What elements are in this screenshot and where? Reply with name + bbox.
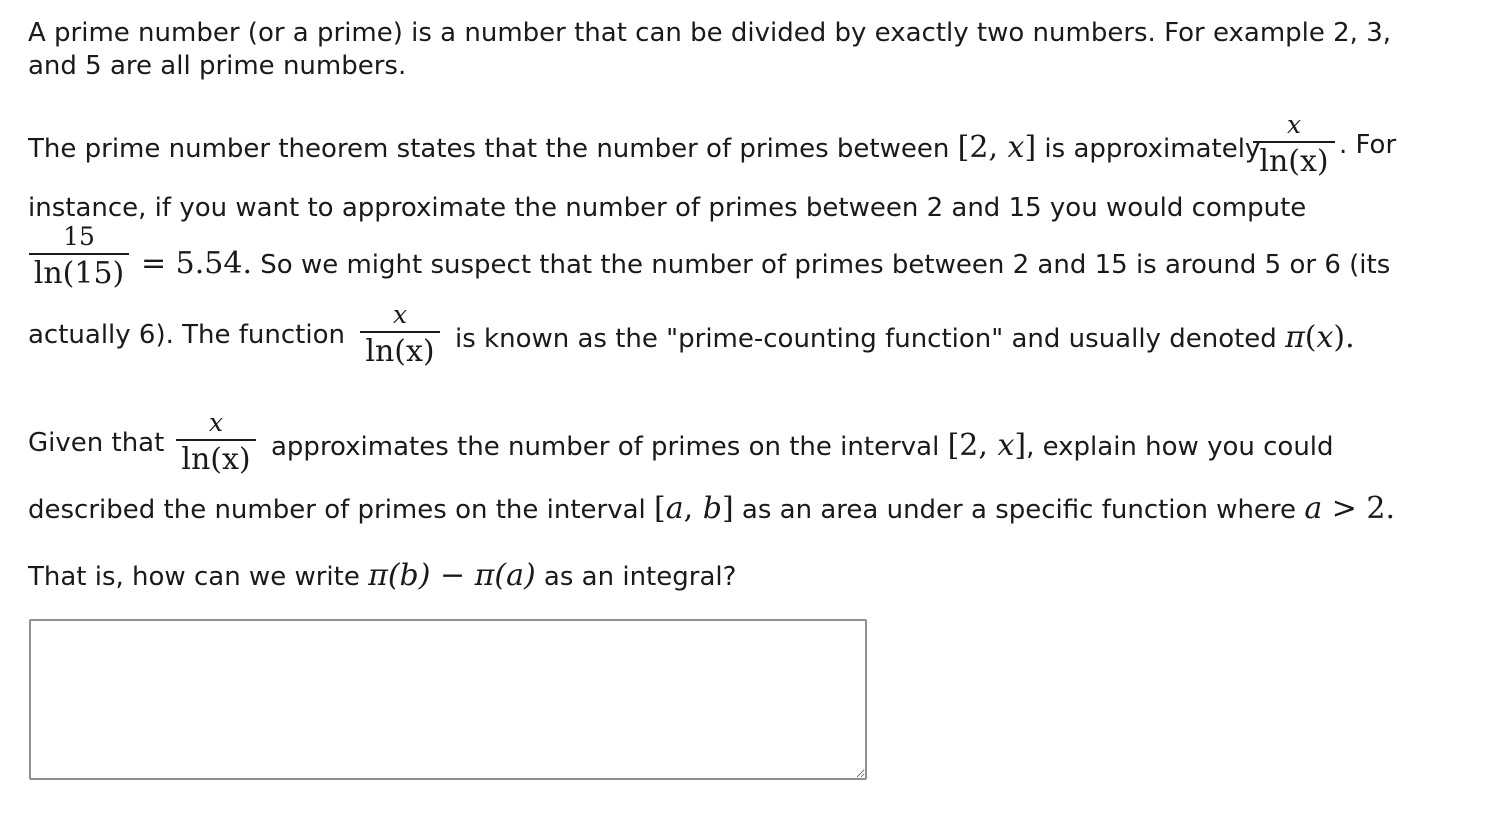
fraction-15-over-ln-15: 15 ln(15) xyxy=(29,222,129,290)
question-line-2 xyxy=(28,491,1395,526)
equals-value: = 5.54. xyxy=(141,246,253,281)
intro-line-1: A prime number (or a prime) is a number that can be divided by exactly two numbers. For example 2, 3, xyxy=(28,18,1392,48)
interval-a-b: [a, b] xyxy=(654,491,734,526)
question-line-1b xyxy=(271,428,1334,463)
theorem-text-c: . For xyxy=(1339,130,1397,160)
fraction-x-over-ln-x-3: x ln(x) xyxy=(176,408,256,476)
theorem-line-4b xyxy=(455,320,1355,355)
fraction-x-over-ln-x-2: x ln(x) xyxy=(360,300,440,368)
question-line3-a: That is, how can we write xyxy=(28,562,369,592)
theorem-text-b: is approximately xyxy=(1036,134,1261,164)
fraction-x-over-ln-x-1: x ln(x) xyxy=(1253,110,1335,178)
question-text-b: , explain how you could xyxy=(1026,432,1334,462)
theorem-text-f: is known as the "prime-counting function" and usually denoted xyxy=(455,324,1286,354)
theorem-text-a: The prime number theorem states that the number of primes between xyxy=(28,134,958,164)
question-given: Given that xyxy=(28,428,165,458)
question-text-a: approximates the number of primes on the interval xyxy=(271,432,948,462)
condition-a-gt-2: a > 2. xyxy=(1304,491,1396,526)
pi-of-x: π(x). xyxy=(1285,320,1355,355)
theorem-text-d: So we might suspect that the number of primes between 2 and 15 is around 5 or 6 (its xyxy=(252,250,1391,280)
pi-b-minus-pi-a: π(b) − π(a) xyxy=(368,558,536,593)
theorem-line-2: instance, if you want to approximate the number of primes between 2 and 15 you would compute xyxy=(28,193,1307,223)
intro-line-2: and 5 are all prime numbers. xyxy=(28,51,407,81)
interval-2-x-q: [2, x] xyxy=(947,428,1027,463)
answer-textarea[interactable] xyxy=(29,619,867,780)
interval-2-x: [2, x] xyxy=(957,130,1037,165)
theorem-line-1 xyxy=(28,130,1260,165)
question-line3-b: as an integral? xyxy=(535,562,737,592)
question-line2-b: as an area under a specific function where xyxy=(733,495,1305,525)
question-line-3 xyxy=(28,558,736,593)
theorem-line-3 xyxy=(141,246,1390,281)
question-line2-a: described the number of primes on the interval xyxy=(28,495,655,525)
theorem-text-e: actually 6). The function xyxy=(28,320,345,350)
